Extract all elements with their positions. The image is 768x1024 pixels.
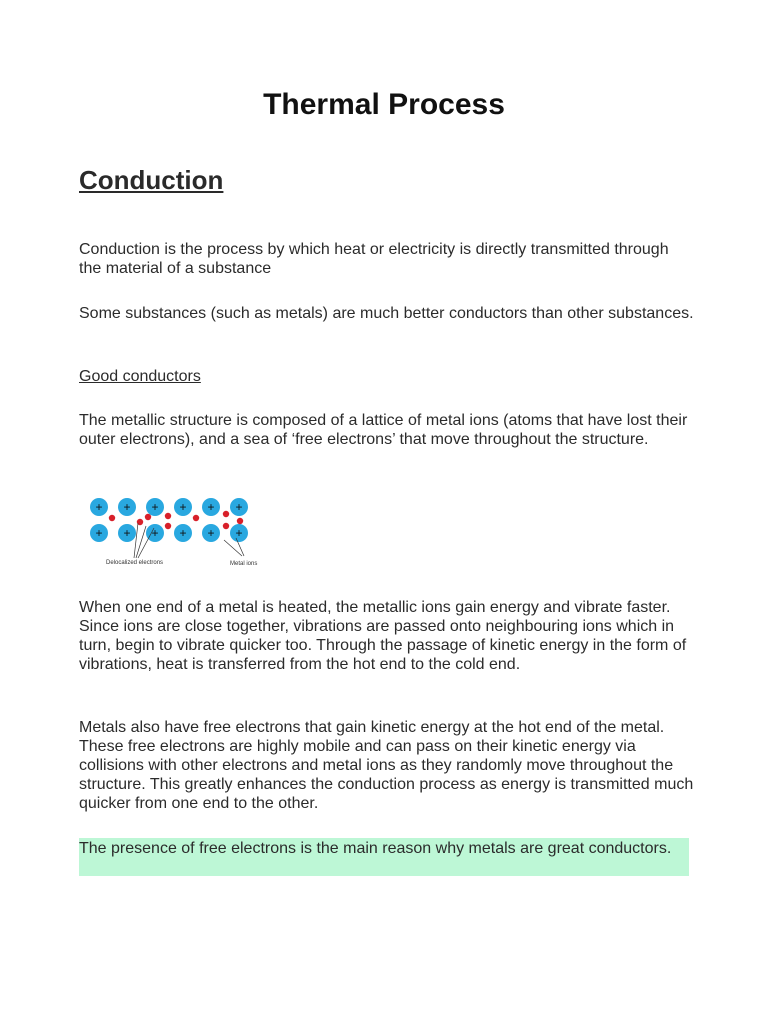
paragraph-definition: Conduction is the process by which heat or electricity is directly transmitted through the material of a substance [79,241,669,277]
metal-ion [118,524,136,542]
metal-ion [202,498,220,516]
highlighted-conclusion: The presence of free electrons is the main reason why metals are great conductors. [79,838,689,876]
paragraph-structure: The metallic structure is composed of a lattice of metal ions (atoms that have lost their outer electrons), and a sea of ‘free electrons’ that move throughout the structure. [79,412,688,448]
metallic-lattice-diagram [84,490,264,570]
free-electron [165,513,171,519]
metal-ion [118,498,136,516]
metal-ion [146,498,164,516]
free-electron [193,515,199,521]
svg-text:+: + [179,526,187,540]
paragraph-substances: Some substances (such as metals) are much better conductors than other substances. [79,305,694,322]
svg-text:+: + [235,526,243,540]
subheading-good-conductors: Good conductors [79,368,201,385]
paragraph-vibrations: When one end of a metal is heated, the metallic ions gain energy and vibrate faster. Since ions are close together, vibrations are passed onto neighbouring ions which in turn, begin to vibrate quicker too. Through the passage of kinetic energy in the form of vibrations, heat is transferred from the hot end to the cold end. [79,599,687,673]
svg-text:+: + [95,526,103,540]
metal-ion [230,524,248,542]
svg-text:+: + [123,500,131,514]
free-electron [109,515,115,521]
free-electron [223,511,229,517]
free-electron [223,523,229,529]
metal-ion [230,498,248,516]
metal-ion [174,498,192,516]
metal-ion [90,498,108,516]
free-electron [237,518,243,524]
paragraph-free-electrons: Metals also have free electrons that gain kinetic energy at the hot end of the metal. These free electrons are highly mobile and can pass on their kinetic energy via collisions with other electrons and metal ions as they randomly move throughout the structure. This greatly enhances the conduction process as energy is transmitted much quicker from one end to the other. [79,719,694,812]
svg-text:+: + [123,526,131,540]
svg-text:+: + [151,500,159,514]
section-heading: Conduction [79,165,224,195]
label-metal-ions: Metal ions [230,561,258,567]
metal-ion [146,524,164,542]
page-title: Thermal Process [263,88,505,121]
metal-ion [202,524,220,542]
free-electron [165,523,171,529]
svg-text:+: + [95,500,103,514]
svg-text:+: + [151,526,159,540]
label-delocalized-electrons: Delocalized electrons [106,560,164,566]
svg-text:+: + [235,500,243,514]
metal-ion [90,524,108,542]
metal-ion [174,524,192,542]
svg-text:+: + [179,500,187,514]
free-electron [145,514,151,520]
svg-text:+: + [207,500,215,514]
svg-text:+: + [207,526,215,540]
